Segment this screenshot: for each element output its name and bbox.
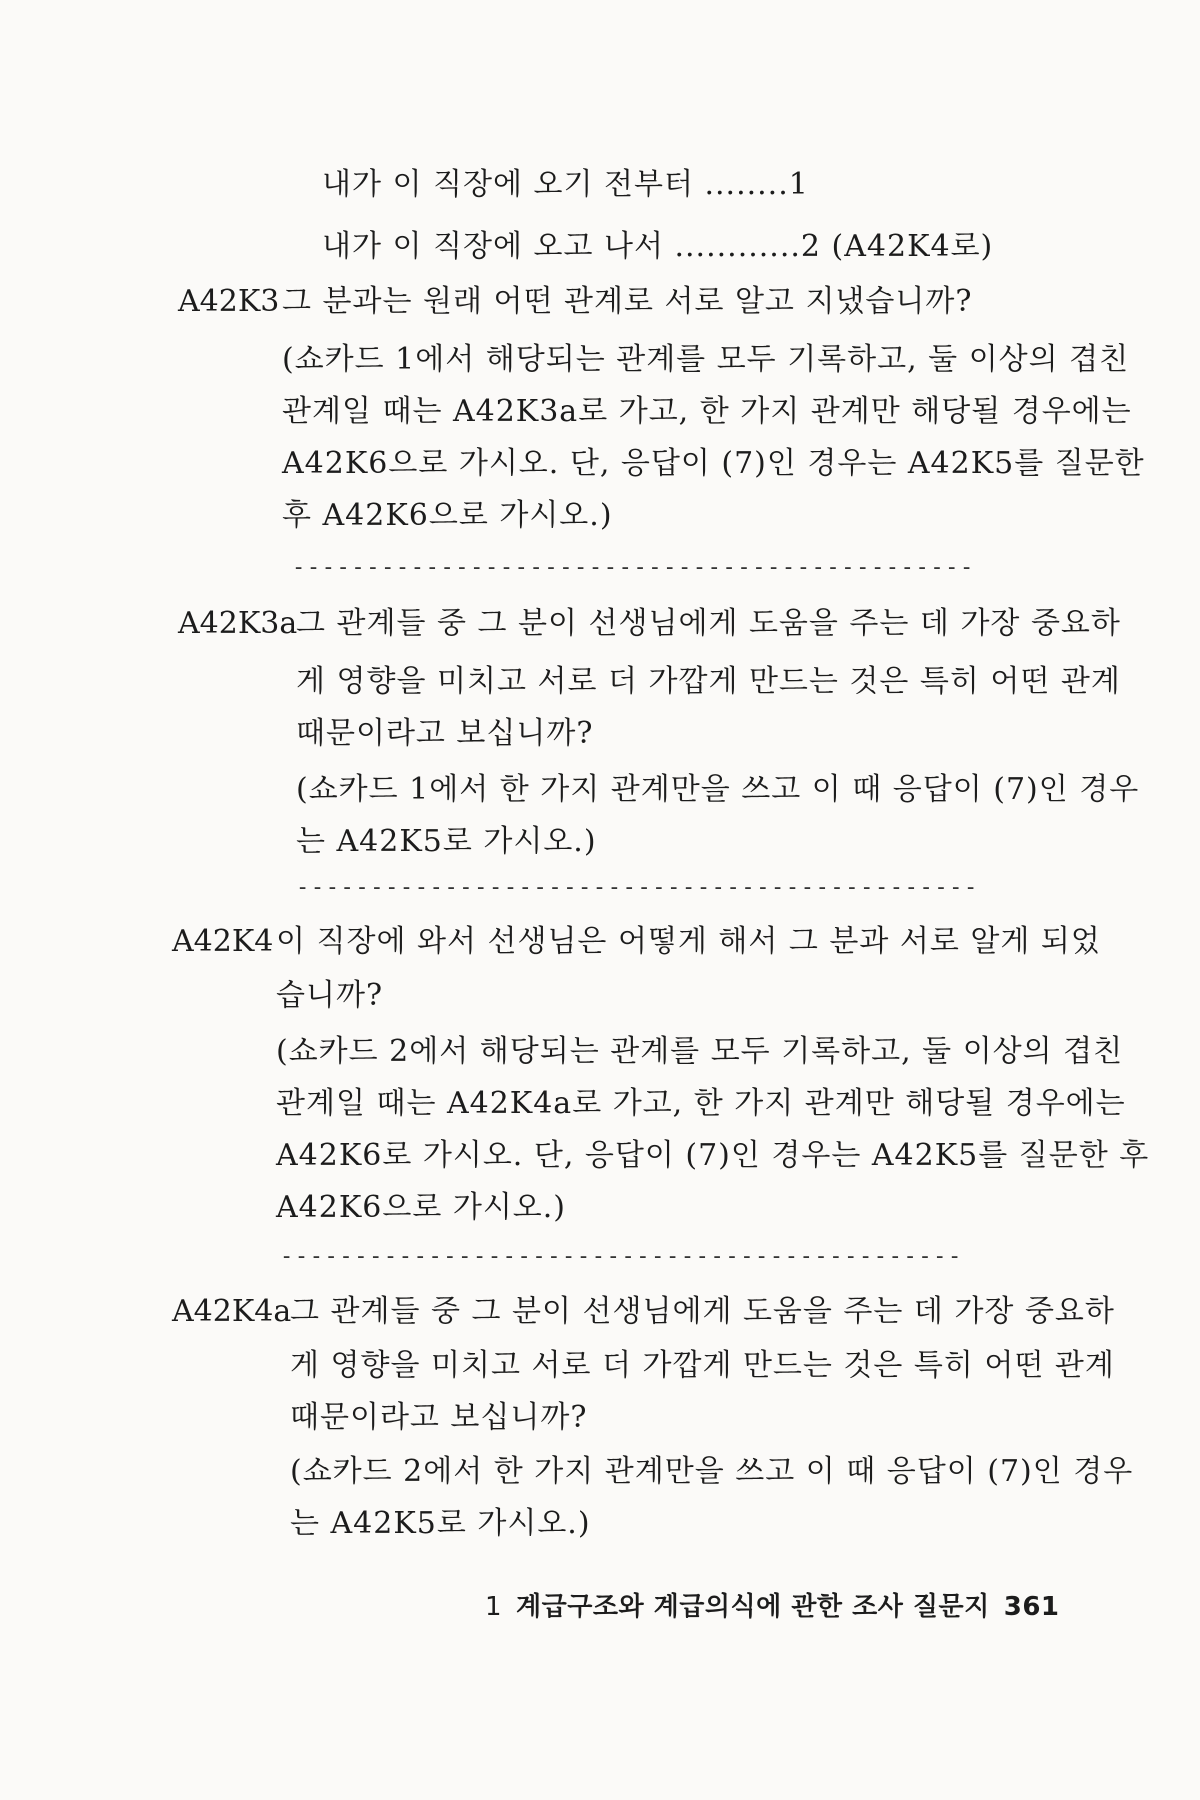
section-separator: ---------------------------------------------- xyxy=(292,555,975,580)
running-title: 계급구조와 계급의식에 관한 조사 질문지 xyxy=(516,1592,990,1622)
question-text-line: 게 영향을 미치고 서로 더 가깝게 만드는 것은 특히 어떤 관계 xyxy=(290,1348,1115,1383)
instruction-line: A42K6으로 가시오. 단, 응답이 (7)인 경우는 A42K5를 질문한 xyxy=(282,446,1145,481)
question-text-line: 때문이라고 보십니까? xyxy=(296,716,594,751)
instruction-line: (쇼카드 2에서 해당되는 관계를 모두 기록하고, 둘 이상의 겹친 xyxy=(276,1034,1124,1069)
instruction-line: 는 A42K5로 가시오.) xyxy=(290,1506,591,1541)
section-separator: ---------------------------------------------- xyxy=(280,1244,963,1269)
instruction-line: 관계일 때는 A42K3a로 가고, 한 가지 관계만 해당될 경우에는 xyxy=(282,394,1132,429)
instruction-line: (쇼카드 2에서 한 가지 관계만을 쓰고 이 때 응답이 (7)인 경우 xyxy=(290,1454,1134,1489)
chapter-number: 1 xyxy=(485,1592,503,1622)
question-text-line: 그 관계들 중 그 분이 선생님에게 도움을 주는 데 가장 중요하 xyxy=(290,1294,1115,1329)
instruction-line: 후 A42K6으로 가시오.) xyxy=(282,498,613,533)
question-text-line: 습니까? xyxy=(276,978,384,1013)
response-option-2: 내가 이 직장에 오고 나서 ............2 (A42K4로) xyxy=(322,229,994,264)
question-text-line: 그 관계들 중 그 분이 선생님에게 도움을 주는 데 가장 중요하 xyxy=(296,606,1121,641)
page-number: 361 xyxy=(1003,1592,1060,1622)
instruction-line: (쇼카드 1에서 한 가지 관계만을 쓰고 이 때 응답이 (7)인 경우 xyxy=(296,772,1140,807)
instruction-line: 관계일 때는 A42K4a로 가고, 한 가지 관계만 해당될 경우에는 xyxy=(276,1086,1126,1121)
question-code-a42k3: A42K3 xyxy=(178,284,280,319)
question-text-line: 때문이라고 보십니까? xyxy=(290,1400,588,1435)
page-footer xyxy=(485,1590,1060,1624)
instruction-line: A42K6로 가시오. 단, 응답이 (7)인 경우는 A42K5를 질문한 후 xyxy=(276,1138,1150,1173)
question-code-a42k3a: A42K3a xyxy=(178,606,298,641)
question-text-line: 그 분과는 원래 어떤 관계로 서로 알고 지냈습니까? xyxy=(282,284,973,319)
question-text-line: 이 직장에 와서 선생님은 어떻게 해서 그 분과 서로 알게 되었 xyxy=(276,924,1101,959)
instruction-line: (쇼카드 1에서 해당되는 관계를 모두 기록하고, 둘 이상의 겹친 xyxy=(282,342,1130,377)
question-code-a42k4a: A42K4a xyxy=(172,1294,292,1329)
question-code-a42k4: A42K4 xyxy=(172,924,274,959)
question-text-line: 게 영향을 미치고 서로 더 가깝게 만드는 것은 특히 어떤 관계 xyxy=(296,664,1121,699)
instruction-line: 는 A42K5로 가시오.) xyxy=(296,824,597,859)
section-separator: ---------------------------------------------- xyxy=(296,875,979,900)
instruction-line: A42K6으로 가시오.) xyxy=(276,1190,567,1225)
response-option-1: 내가 이 직장에 오기 전부터 ........1 xyxy=(322,167,809,202)
